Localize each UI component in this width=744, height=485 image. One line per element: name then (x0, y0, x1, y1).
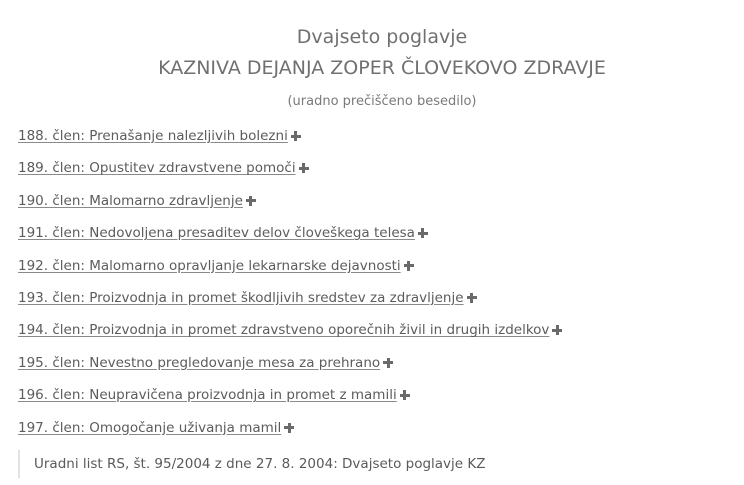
article-item-189 (18, 158, 562, 190)
article-item-195 (18, 353, 562, 385)
article-link-192[interactable]: 192. člen: Malomarno opravljanje lekarnarske dejavnosti (18, 257, 401, 274)
article-link-188[interactable]: 188. člen: Prenašanje nalezljivih bolezni (18, 128, 288, 144)
article-link-195[interactable]: 195. člen: Nevestno pregledovanje mesa za prehrano (18, 354, 381, 371)
plus-icon[interactable] (383, 358, 393, 368)
article-link-193[interactable]: 193. člen: Proizvodnja in promet škodljivih sredstev za zdravljenje (18, 289, 464, 306)
plus-icon[interactable] (404, 261, 414, 271)
article-link-189[interactable]: 189. člen: Opustitev zdravstvene pomoči (18, 160, 296, 177)
article-link-197[interactable]: 197. člen: Omogočanje uživanja mamil (18, 419, 282, 436)
article-item-191 (18, 223, 562, 255)
plus-icon[interactable] (246, 196, 256, 206)
plus-icon[interactable] (291, 131, 301, 141)
article-item-192 (18, 256, 562, 288)
article-link-194[interactable]: 194. člen: Proizvodnja in promet zdravstveno oporečnih živil in drugih izdelkov (18, 322, 550, 339)
article-list (18, 126, 562, 450)
article-item-196 (18, 385, 562, 417)
article-link-191[interactable]: 191. člen: Nedovoljena presaditev delov človeškega telesa (18, 225, 415, 242)
chapter-number: Dvajseto poglavje (296, 26, 468, 48)
plus-icon[interactable] (284, 423, 294, 433)
article-item-190 (18, 191, 562, 223)
article-item-193 (18, 288, 562, 320)
plus-icon[interactable] (467, 293, 477, 303)
source-citation: Uradni list RS, št. 95/2004 z dne 27. 8. 2004: Dvajseto poglavje KZ (18, 450, 486, 478)
article-item-188 (18, 126, 562, 158)
plus-icon[interactable] (299, 163, 309, 173)
plus-icon[interactable] (418, 228, 428, 238)
plus-icon[interactable] (552, 325, 562, 335)
article-item-197 (18, 418, 562, 450)
chapter-title: KAZNIVA DEJANJA ZOPER ČLOVEKOVO ZDRAVJE (158, 57, 606, 79)
plus-icon[interactable] (400, 390, 410, 400)
article-item-194 (18, 320, 562, 352)
article-link-190[interactable]: 190. člen: Malomarno zdravljenje (18, 192, 243, 209)
article-link-196[interactable]: 196. člen: Neupravičena proizvodnja in promet z mamili (18, 387, 397, 404)
consolidated-text-note: (uradno prečiščeno besedilo) (287, 94, 477, 109)
